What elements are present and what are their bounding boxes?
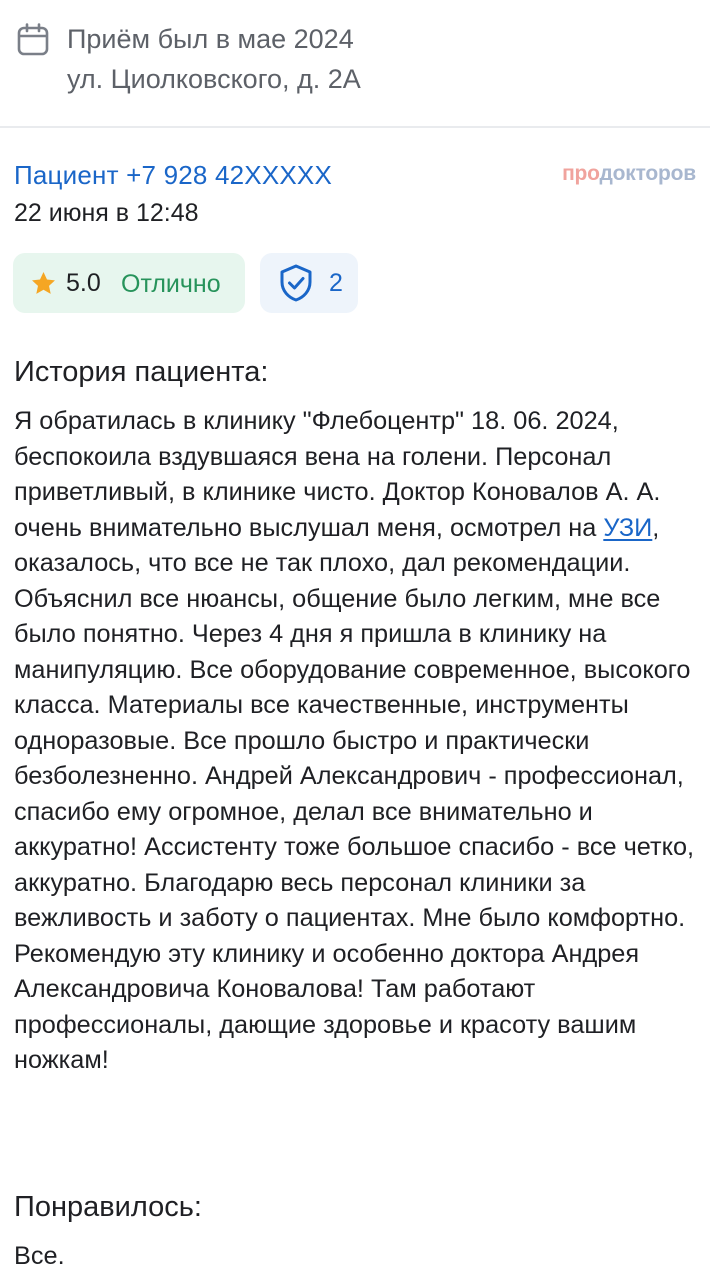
logo-part-doctors: докторов [599,162,696,185]
visit-info [0,0,710,128]
shield-check-icon [278,264,314,302]
star-icon [30,270,57,297]
rating-score: 5.0 [66,269,101,297]
story-title: История пациента: [14,356,269,388]
review-author[interactable]: Пациент +7 928 42XXXXX [14,160,333,190]
verified-count: 2 [329,269,343,297]
story-text-part1: Я обратилась в клинику "Флебоцентр" 18. 06. 2024, беспокоила вздувшаяся вена на голени. Персонал приветливый, в клинике чисто. Доктор Коновалов А. А. очень внимательно выслушал меня, осмотрел на [14,407,661,542]
rating-badge [13,253,245,313]
visit-date: Приём был в мае 2024 [67,24,354,54]
liked-text: Все. [14,1242,65,1270]
logo-part-pro: про [562,162,600,185]
rating-verdict: Отлично [121,270,221,298]
calendar-icon [17,23,49,57]
liked-title: Понравилось: [14,1191,202,1223]
uzi-link[interactable]: УЗИ [603,513,653,542]
visit-address: ул. Циолковского, д. 2А [67,64,361,94]
story-text [14,404,704,1079]
prodoctorov-logo [562,161,696,187]
story-text-part2: , оказалось, что все не так плохо, дал рекомендации. Объяснил все нюансы, общение было легким, мне все было понятно. Через 4 дня я пришла в клинику на манипуляцию. Все оборудование современное, высокого класса. Материалы все качественные, инструменты одноразовые. Все прошло быстро и практически безболезненно. Андрей Александрович - профессионал, спасибо ему огромное, делал все внимательно и аккуратно! Ассистенту тоже большое спасибо - все четко, аккуратно. Благодарю весь персонал клиники за вежливость и заботу о пациентах. Мне было комфортно. Рекомендую эту клинику и особенно доктора Андрея Александровича Коновалова! Там работают профессионалы, дающие здоровье и красоту вашим ножкам! [14,513,695,1074]
review-date: 22 июня в 12:48 [14,199,199,227]
verified-badge[interactable] [260,253,358,313]
